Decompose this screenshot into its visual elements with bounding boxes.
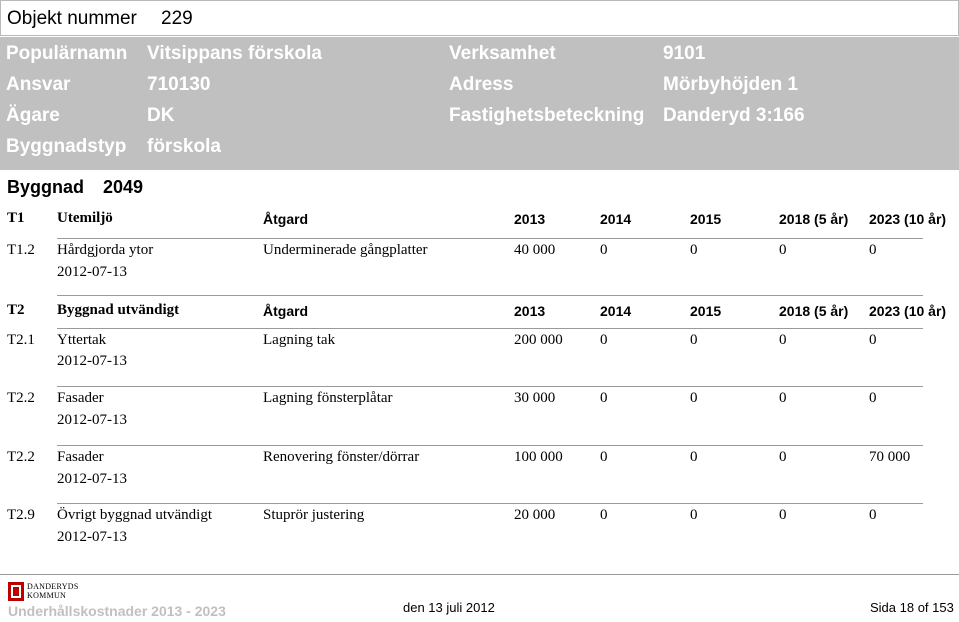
row-date: 2012-07-13: [57, 353, 127, 369]
row-code: T2.1: [7, 332, 35, 348]
section-code: T1: [7, 210, 25, 226]
col-header-atgard: Åtgard: [263, 303, 309, 319]
popularnamn-value: Vitsippans förskola: [147, 43, 322, 64]
fastighet-label: Fastighetsbeteckning: [449, 105, 645, 126]
object-header: [0, 0, 959, 36]
byggnadstyp-value: förskola: [147, 136, 221, 157]
row-value-2023: 0: [869, 242, 877, 258]
logo-text-line2: KOMMUN: [27, 591, 67, 600]
row-divider: [57, 386, 923, 387]
verksamhet-label: Verksamhet: [449, 43, 556, 64]
row-value-2023: 0: [869, 332, 877, 348]
adress-value: Mörbyhöjden 1: [663, 74, 799, 95]
row-value-2014: 0: [600, 242, 608, 258]
row-action: Stuprör justering: [263, 507, 365, 523]
logo-emblem-icon: [8, 582, 24, 601]
object-number-label: Objekt nummer: [7, 8, 137, 29]
section-code: T2: [7, 302, 25, 318]
footer-page-number: Sida 18 of 153: [870, 600, 954, 615]
row-divider: [57, 295, 923, 296]
row-value-2015: 0: [690, 390, 698, 406]
footer-date: den 13 juli 2012: [403, 600, 495, 615]
row-item: Fasader: [57, 449, 104, 465]
section-name: Utemiljö: [57, 210, 113, 226]
col-header-2014: 2014: [600, 211, 632, 227]
row-value-2013: 30 000: [514, 390, 556, 406]
row-item: Fasader: [57, 390, 104, 406]
row-value-2018: 0: [779, 449, 787, 465]
col-header-2013: 2013: [514, 211, 546, 227]
row-value-2014: 0: [600, 332, 608, 348]
col-header-atgard: Åtgard: [263, 211, 309, 227]
object-number-value: 229: [161, 8, 193, 29]
row-action: Underminerade gångplatter: [263, 242, 428, 258]
popularnamn-label: Populärnamn: [6, 43, 128, 64]
row-value-2023: 0: [869, 390, 877, 406]
row-value-2018: 0: [779, 507, 787, 523]
row-value-2023: 70 000: [869, 449, 911, 465]
row-date: 2012-07-13: [57, 529, 127, 545]
row-action: Lagning tak: [263, 332, 336, 348]
row-date: 2012-07-13: [57, 264, 127, 280]
row-date: 2012-07-13: [57, 471, 127, 487]
col-header-2015: 2015: [690, 303, 722, 319]
row-value-2015: 0: [690, 242, 698, 258]
row-value-2014: 0: [600, 449, 608, 465]
footer-title: Underhållskostnader 2013 - 2023: [8, 603, 226, 619]
row-value-2018: 0: [779, 332, 787, 348]
row-value-2015: 0: [690, 507, 698, 523]
row-code: T2.2: [7, 390, 35, 406]
row-value-2013: 200 000: [514, 332, 563, 348]
row-item: Hårdgjorda ytor: [57, 242, 154, 258]
row-value-2014: 0: [600, 390, 608, 406]
object-info-panel: [0, 37, 959, 170]
row-value-2015: 0: [690, 332, 698, 348]
danderyds-kommun-logo: [8, 582, 79, 601]
row-action: Renovering fönster/dörrar: [263, 449, 420, 465]
row-value-2023: 0: [869, 507, 877, 523]
row-code: T1.2: [7, 242, 35, 258]
section-name: Byggnad utvändigt: [57, 302, 180, 318]
ansvar-label: Ansvar: [6, 74, 71, 95]
row-divider: [57, 238, 923, 239]
col-header-2013: 2013: [514, 303, 546, 319]
col-header-2014: 2014: [600, 303, 632, 319]
adress-label: Adress: [449, 74, 514, 95]
row-code: T2.2: [7, 449, 35, 465]
row-divider: [57, 503, 923, 504]
col-header-2018: 2018 (5 år): [779, 211, 849, 227]
agare-label: Ägare: [6, 105, 60, 126]
verksamhet-value: 9101: [663, 43, 706, 64]
building-number: 2049: [103, 177, 144, 197]
row-divider: [57, 328, 923, 329]
building-label: Byggnad: [7, 177, 85, 197]
col-header-2018: 2018 (5 år): [779, 303, 849, 319]
row-value-2013: 40 000: [514, 242, 556, 258]
logo-text-line1: DANDERYDS: [27, 582, 79, 591]
byggnadstyp-label: Byggnadstyp: [6, 136, 127, 157]
row-value-2018: 0: [779, 390, 787, 406]
col-header-2015: 2015: [690, 211, 722, 227]
row-item: Yttertak: [57, 332, 107, 348]
col-header-2023: 2023 (10 år): [869, 211, 947, 227]
ansvar-value: 710130: [147, 74, 211, 95]
row-value-2013: 100 000: [514, 449, 563, 465]
row-value-2013: 20 000: [514, 507, 556, 523]
row-divider: [57, 445, 923, 446]
fastighet-value: Danderyd 3:166: [663, 105, 805, 126]
col-header-2023: 2023 (10 år): [869, 303, 947, 319]
row-action: Lagning fönsterplåtar: [263, 390, 393, 406]
row-item: Övrigt byggnad utvändigt: [57, 507, 212, 523]
row-value-2018: 0: [779, 242, 787, 258]
row-code: T2.9: [7, 507, 35, 523]
agare-value: DK: [147, 105, 175, 126]
row-date: 2012-07-13: [57, 412, 127, 428]
row-value-2015: 0: [690, 449, 698, 465]
row-value-2014: 0: [600, 507, 608, 523]
